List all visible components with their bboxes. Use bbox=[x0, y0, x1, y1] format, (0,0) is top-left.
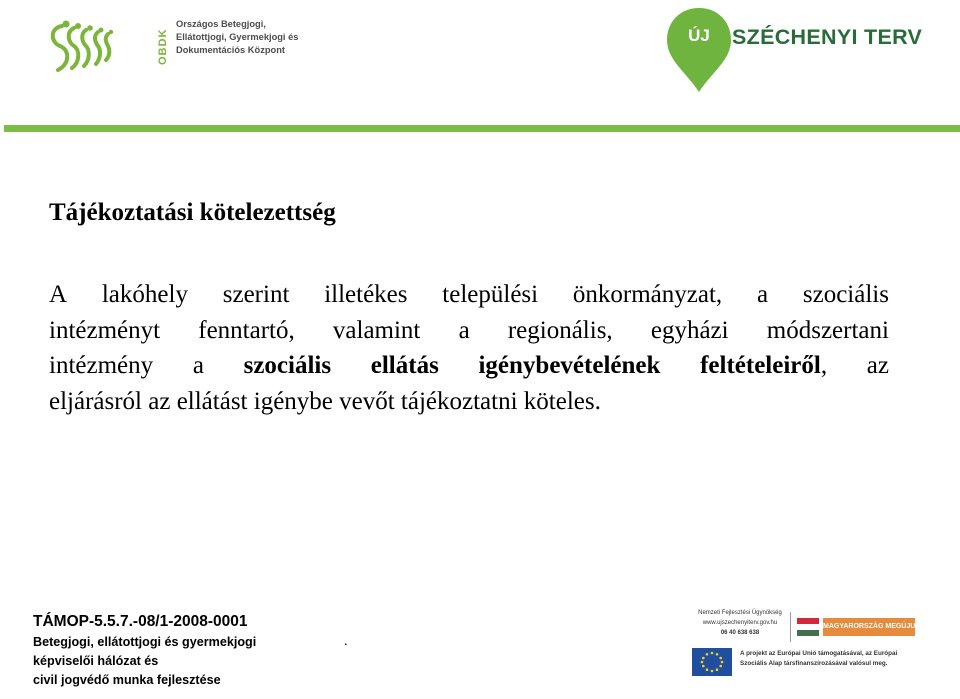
agency-phone: 06 40 638 638 bbox=[720, 630, 760, 636]
emphasized-word: igénybevételének bbox=[478, 352, 661, 379]
word: önkormányzat, bbox=[572, 281, 723, 308]
header-divider bbox=[4, 125, 960, 132]
agency-name: Nemzeti Fejlesztési Ügynökség bbox=[698, 610, 782, 616]
word: regionális, bbox=[507, 316, 613, 344]
agency-website: www.ujszechenyiterv.gov.hu bbox=[702, 620, 778, 626]
word: fenntartó, bbox=[198, 316, 295, 344]
paragraph-line-4: eljárásról az ellátást igénybe vevőt tájékoztatni köteles. bbox=[49, 387, 601, 415]
uj-szechenyi-terv-logo bbox=[664, 6, 934, 96]
footer-project-info bbox=[33, 611, 256, 690]
emphasized-phrase-end bbox=[700, 348, 827, 384]
emphasized-word: feltételeiről bbox=[700, 352, 821, 379]
obdk-name-line: Ellátottjogi, Gyermekjogi és bbox=[176, 32, 299, 43]
eu-funding-note bbox=[740, 649, 930, 669]
obdk-abbreviation: OBDK bbox=[157, 28, 169, 66]
word: települési bbox=[442, 281, 539, 308]
obdk-name bbox=[176, 18, 306, 58]
word: valamint bbox=[332, 316, 421, 344]
divider bbox=[790, 612, 791, 642]
eu-note-line: Szociális Alap társfinanszírozásával valósul meg. bbox=[740, 660, 888, 667]
page-title: Tájékoztatási kötelezettség bbox=[49, 199, 336, 226]
word: lakóhely bbox=[101, 281, 188, 308]
word: illetékes bbox=[324, 281, 408, 308]
map-pin-icon bbox=[664, 6, 734, 94]
word: az bbox=[866, 352, 889, 379]
obdk-logo bbox=[44, 16, 299, 80]
word: A bbox=[49, 281, 68, 308]
paragraph-line-1 bbox=[49, 277, 889, 313]
word: szociális bbox=[802, 281, 889, 308]
obdk-name-line: Dokumentációs Központ bbox=[176, 45, 285, 56]
hungarian-flag-icon bbox=[797, 618, 819, 636]
word: intézményt bbox=[49, 316, 161, 344]
word: szerint bbox=[222, 281, 290, 308]
eu-funding-block bbox=[690, 606, 926, 678]
szechenyi-pin-text: ÚJ bbox=[688, 26, 710, 45]
paragraph-line-3 bbox=[49, 348, 889, 384]
word: egyházi bbox=[650, 316, 729, 344]
szechenyi-name: SZÉCHENYI TERV bbox=[732, 25, 923, 49]
eu-flag-icon bbox=[692, 648, 732, 676]
word: a bbox=[756, 281, 769, 308]
obdk-name-line: Országos Betegjogi, bbox=[176, 19, 266, 29]
word: módszertani bbox=[766, 316, 889, 344]
word: intézmény bbox=[49, 352, 154, 379]
word: a bbox=[458, 316, 470, 344]
eu-note-line: A projekt az Európai Unió támogatásával, az Európai bbox=[740, 650, 898, 657]
magyarorszag-megujul-badge: MAGYARORSZÁG MEGÚJUL bbox=[823, 618, 915, 636]
project-description-line: civil jogvédő munka fejlesztése bbox=[33, 673, 221, 687]
project-description-line: képviselői hálózat és bbox=[33, 654, 159, 668]
obdk-symbol-icon bbox=[44, 18, 116, 78]
body-paragraph bbox=[49, 277, 889, 419]
punctuation: , bbox=[820, 352, 828, 379]
emphasized-word: ellátás bbox=[370, 352, 439, 379]
paragraph-line-2 bbox=[49, 313, 889, 349]
project-code: TÁMOP-5.5.7.-08/1-2008-0001 bbox=[33, 613, 248, 630]
footer-dot: . bbox=[344, 634, 348, 649]
project-description-line: Betegjogi, ellátottjogi és gyermekjogi bbox=[33, 635, 257, 649]
word: a bbox=[192, 352, 204, 379]
emphasized-word: szociális bbox=[243, 352, 332, 379]
